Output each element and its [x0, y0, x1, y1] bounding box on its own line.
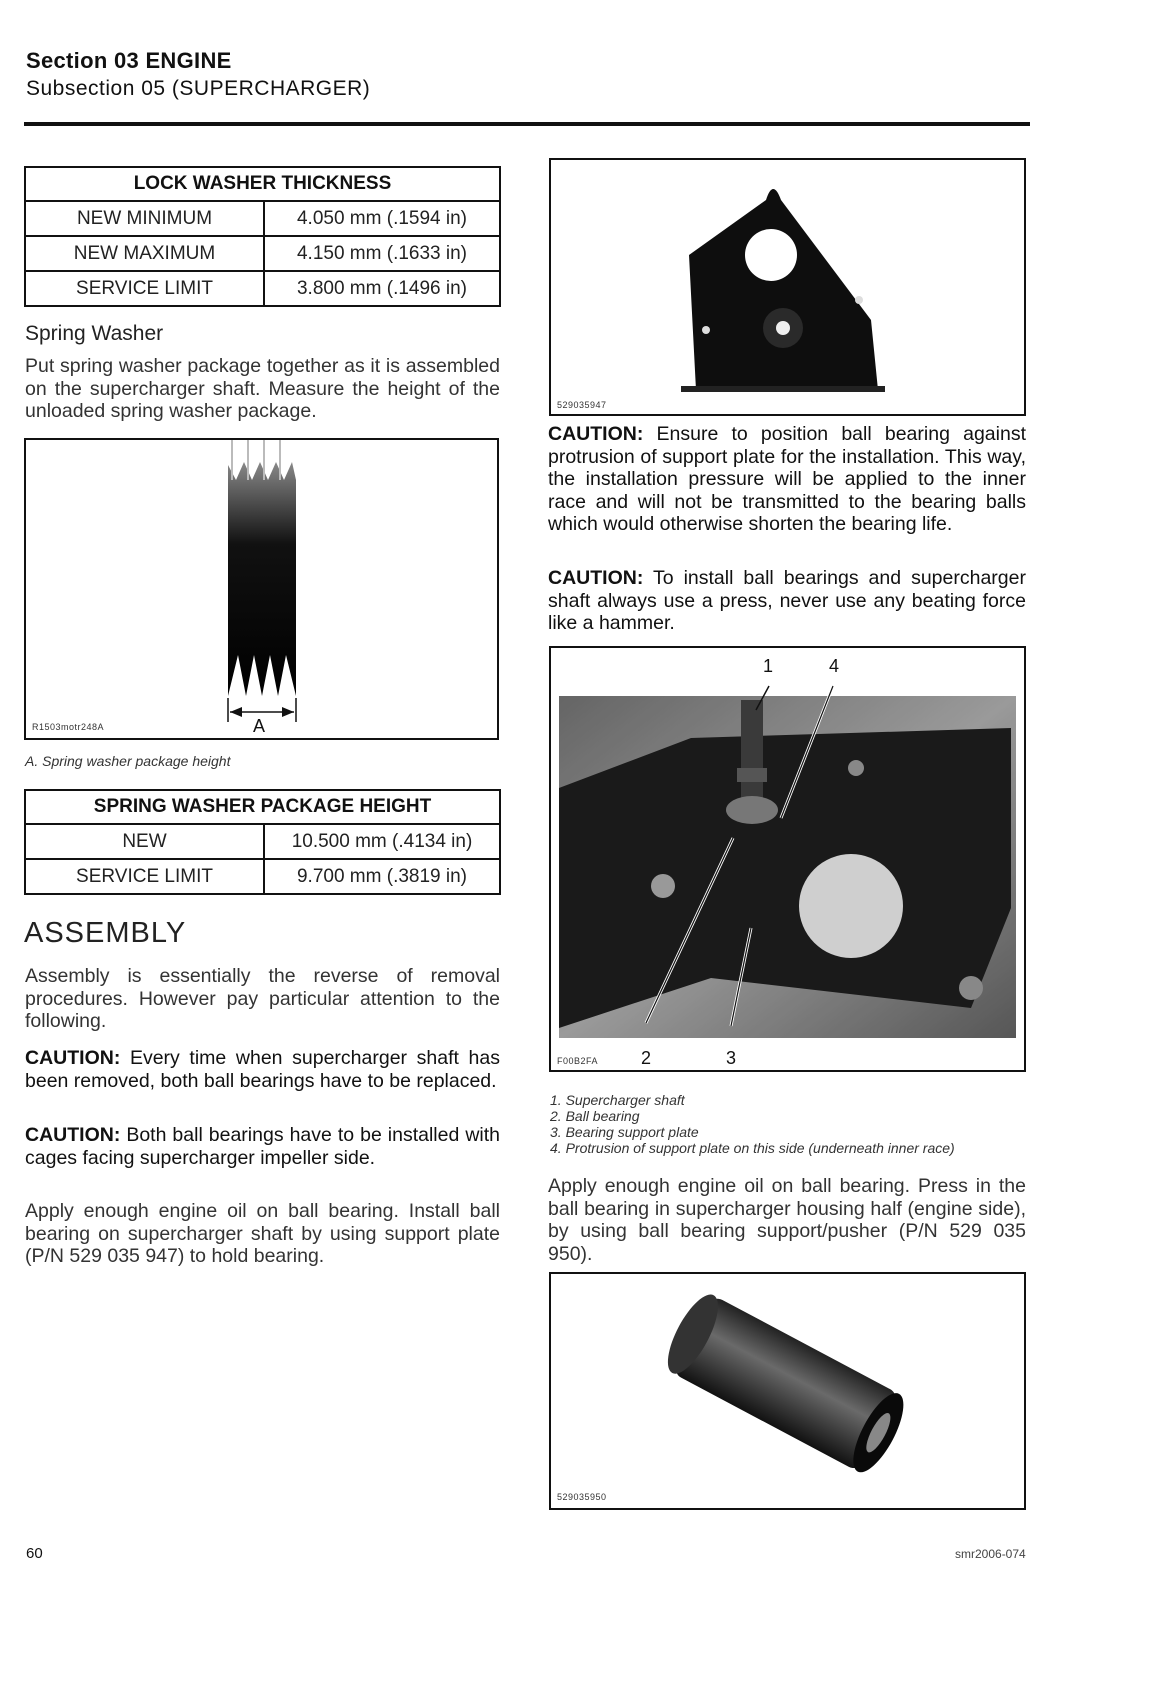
callout-4: 4 — [829, 656, 840, 676]
caution-paragraph — [548, 423, 1026, 536]
table-cell-value: 9.700 mm (.3819 in) — [264, 859, 500, 894]
oil-instruction-text: Apply enough engine oil on ball bearing. Install ball bearing on supercharger shaft by using support plate (P/N 529 035 947) to hold bearing. — [25, 1200, 500, 1267]
caution-text: Ensure to position ball bearing against protrusion of support plate for the installation. This way, the installation pressure will be applied to the inner race and will not be transmitted to the bearing balls which would otherwise shorten the bearing life. — [548, 423, 1026, 535]
table-cell-label: NEW MINIMUM — [25, 201, 264, 236]
callout-2: 2 — [641, 1048, 652, 1068]
legend-item: 1. Supercharger shaft — [550, 1092, 685, 1108]
section-title: Section 03 ENGINE — [26, 48, 232, 73]
dimension-label: A — [253, 716, 266, 736]
figure-code: 529035950 — [557, 1492, 607, 1502]
pusher-tool-photo — [551, 1274, 1024, 1508]
press-instruction-text: Apply enough engine oil on ball bearing. Press in the ball bearing in supercharger housing half (engine side), by using ball bearing support/pusher (P/N 529 035 950). — [548, 1175, 1026, 1265]
figure-legend — [550, 1092, 955, 1156]
caution-label: CAUTION: — [548, 567, 644, 589]
table-row — [25, 271, 500, 306]
caution-text: Both ball bearings have to be installed with cages facing supercharger impeller side. — [25, 1124, 500, 1169]
figure-code: R1503motr248A — [32, 722, 105, 732]
caution-label: CAUTION: — [25, 1047, 121, 1069]
spring-washer-table — [24, 789, 501, 895]
table-cell-value: 10.500 mm (.4134 in) — [264, 824, 500, 859]
figure-caption: A. Spring washer package height — [25, 753, 231, 769]
callout-1: 1 — [763, 656, 774, 676]
caution-label: CAUTION: — [25, 1124, 121, 1146]
legend-item: 3. Bearing support plate — [550, 1124, 699, 1140]
spring-washer-illustration — [26, 440, 497, 738]
header-rule — [24, 122, 1030, 126]
table-row — [25, 824, 500, 859]
table-cell-label: SERVICE LIMIT — [25, 271, 264, 306]
lock-washer-table — [24, 166, 501, 307]
table-cell-label: NEW — [25, 824, 264, 859]
figure-code: F00B2FA — [557, 1056, 599, 1066]
assembly-heading: ASSEMBLY — [24, 917, 187, 949]
support-plate-photo — [551, 160, 1024, 414]
subsection-title: Subsection 05 (SUPERCHARGER) — [26, 77, 371, 100]
caution-text: Every time when supercharger shaft has been removed, both ball bearings have to be replaced. — [25, 1047, 500, 1092]
page-number: 60 — [26, 1545, 43, 1562]
support-plate-figure — [549, 158, 1026, 416]
figure-code: 529035947 — [557, 400, 607, 410]
table-cell-value: 4.050 mm (.1594 in) — [264, 201, 500, 236]
table-cell-label: SERVICE LIMIT — [25, 859, 264, 894]
pusher-tool-figure — [549, 1272, 1026, 1510]
assembly-intro: Assembly is essentially the reverse of removal procedures. However pay particular attention to the following. — [25, 965, 500, 1032]
table-row — [25, 236, 500, 271]
callout-3: 3 — [726, 1048, 737, 1068]
caution-label: CAUTION: — [548, 423, 644, 445]
caution-paragraph — [25, 1124, 500, 1169]
caution-paragraph — [548, 567, 1026, 635]
spring-washer-figure — [24, 438, 499, 740]
spring-washer-text: Put spring washer package together as it is assembled on the supercharger shaft. Measure the height of the unloaded spring washer package. — [25, 355, 500, 422]
legend-item: 2. Ball bearing — [550, 1108, 640, 1124]
table-row — [25, 201, 500, 236]
document-code: smr2006-074 — [955, 1547, 1026, 1561]
caution-paragraph — [25, 1047, 500, 1092]
legend-item: 4. Protrusion of support plate on this side (underneath inner race) — [550, 1140, 955, 1156]
table-title: SPRING WASHER PACKAGE HEIGHT — [25, 790, 500, 824]
table-cell-value: 3.800 mm (.1496 in) — [264, 271, 500, 306]
bearing-installation-figure — [549, 646, 1026, 1072]
caution-text: To install ball bearings and supercharger shaft always use a press, never use any beating force like a hammer. — [548, 567, 1026, 634]
table-cell-value: 4.150 mm (.1633 in) — [264, 236, 500, 271]
table-cell-label: NEW MAXIMUM — [25, 236, 264, 271]
table-row — [25, 859, 500, 894]
bearing-installation-photo — [551, 648, 1024, 1070]
spring-washer-heading: Spring Washer — [25, 322, 164, 345]
table-title: LOCK WASHER THICKNESS — [25, 167, 500, 201]
